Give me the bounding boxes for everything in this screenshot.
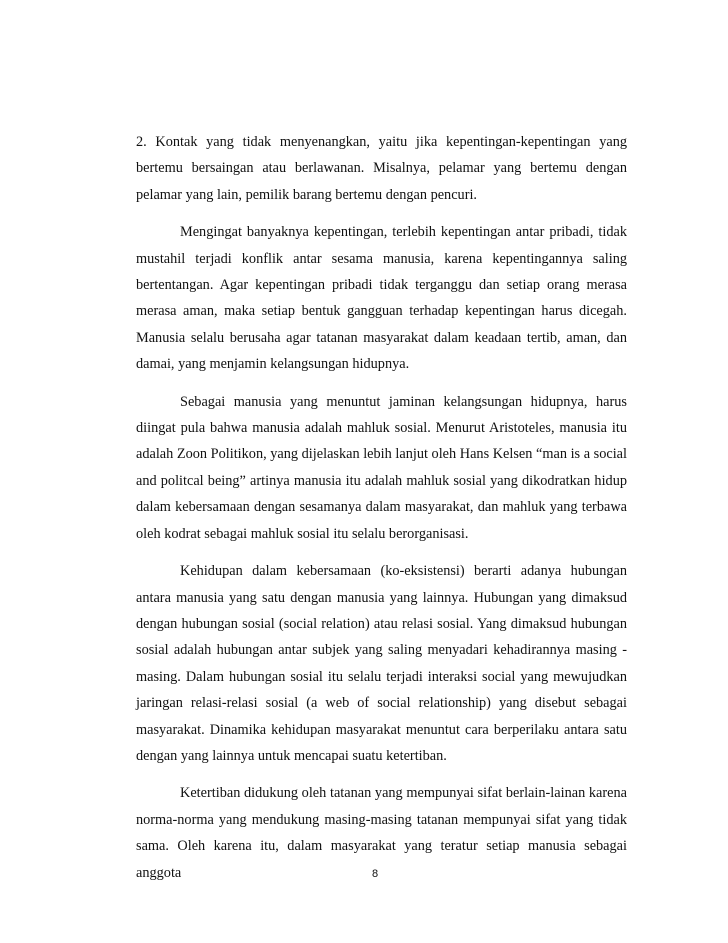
paragraph-order: Ketertiban didukung oleh tatanan yang mempunyai sifat berlain-lainan karena norma-norma yang mendukung masing-masing tatanan mempunyai sifat yang tidak sama. Oleh karena itu, dalam masyarakat yang teratur setiap manusia sebagai anggota xyxy=(136,785,627,881)
page-number: 8 xyxy=(371,868,379,880)
body-text xyxy=(136,129,627,886)
paragraph-conflict: Mengingat banyaknya kepentingan, terlebih kepentingan antar pribadi, tidak mustahil terjadi konflik antar sesama manusia, karena kepentingannya saling bertentangan. Agar kepentingan pribadi tidak terganggu dan setiap orang merasa merasa aman, maka setiap bentuk gangguan terhadap kepentingan harus dicegah. Manusia selalu berusaha agar tatanan masyarakat dalam keadaan tertib, aman, dan damai, yang menjamin kelangsungan hidupnya. xyxy=(136,224,627,373)
paragraph-social-relation: Kehidupan dalam kebersamaan (ko-eksistensi) berarti adanya hubungan antara manusia yang satu dengan manusia yang lainnya. Hubungan yang dimaksud dengan hubungan sosial (social relation) atau relasi sosial. Yang dimaksud hubungan sosial adalah hubungan antar subjek yang saling menyadari kehadirannya masing - masing. Dalam hubungan sosial itu selalu terjadi interaksi social yang mewujudkan jaringan relasi-relasi sosial (a web of social relationship) yang disebut sebagai masyarakat. Dinamika kehidupan masyarakat menuntut cara berperilaku antara satu dengan yang lainnya untuk mencapai suatu ketertiban. xyxy=(136,563,627,764)
paragraph-contact-point: 2. Kontak yang tidak menyenangkan, yaitu jika kepentingan-kepentingan yang bertemu bersaingan atau berlawanan. Misalnya, pelamar yang bertemu dengan pelamar yang lain, pemilik barang bertemu dengan pencuri. xyxy=(136,134,627,203)
paragraph-social-being: Sebagai manusia yang menuntut jaminan kelangsungan hidupnya, harus diingat pula bahwa manusia adalah mahluk sosial. Menurut Aristoteles, manusia itu adalah Zoon Politikon, yang dijelaskan lebih lanjut oleh Hans Kelsen “man is a social and politcal being” artinya manusia itu adalah mahluk sosial yang dikodratkan hidup dalam kebersamaan dengan sesamanya dalam masyarakat, dan mahluk yang terbawa oleh kodrat sebagai mahluk sosial itu selalu berorganisasi. xyxy=(136,393,627,542)
